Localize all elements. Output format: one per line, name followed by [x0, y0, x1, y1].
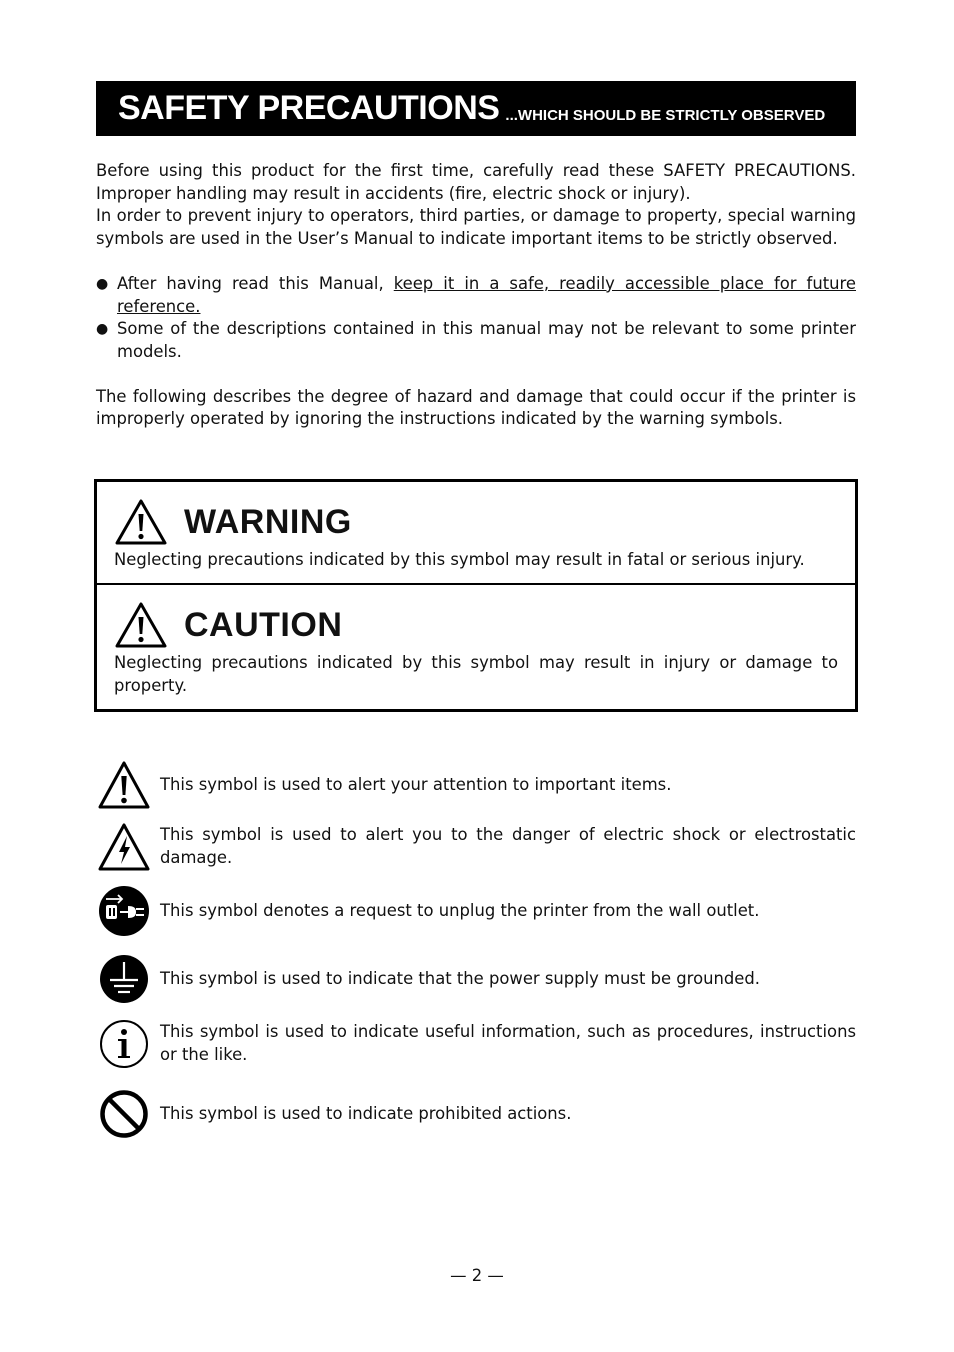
caution-description: Neglecting precautions indicated by this symbol may result in injury or damage to property. — [114, 653, 838, 695]
symbol-row — [96, 884, 856, 938]
warning-title: WARNING — [184, 502, 352, 541]
bullet-item — [96, 318, 856, 363]
symbol-row — [96, 820, 856, 874]
intro-paragraph-2: In order to prevent injury to operators, third parties, or damage to property, special warning symbols are used in the User’s Manual to indicate important items to be strictly observed. — [96, 206, 856, 249]
symbol-description: This symbol is used to indicate prohibited actions. — [160, 1103, 572, 1123]
symbol-description: This symbol denotes a request to unplug the printer from the wall outlet. — [160, 900, 760, 920]
bullet-text-underlined: keep it in a safe, readily accessible place for future reference. — [117, 273, 856, 316]
symbol-description: This symbol is used to alert you to the danger of electric shock or electrostatic damage. — [160, 825, 856, 867]
intro-section — [96, 160, 856, 251]
page-number: — 2 — — [450, 1266, 504, 1285]
caution-section — [97, 583, 855, 709]
bullet-dot-icon: ● — [96, 321, 109, 338]
warning-description: Neglecting precautions indicated by this symbol may result in fatal or serious injury. — [114, 550, 805, 569]
warning-triangle-icon — [114, 498, 168, 546]
warning-triangle-icon — [114, 601, 168, 649]
bullet-text: Some of the descriptions contained in this manual may not be relevant to some printer models. — [117, 319, 856, 361]
page-subtitle: ...WHICH SHOULD BE STRICTLY OBSERVED — [505, 107, 826, 124]
symbol-row — [96, 758, 856, 812]
exclamation-triangle-icon — [97, 760, 151, 810]
warning-section — [97, 482, 855, 583]
ground-icon — [99, 954, 149, 1004]
symbol-description: This symbol is used to indicate useful information, such as procedures, instructions or the like. — [160, 1022, 856, 1064]
bullet-text-prefix: After having read this Manual, — [117, 273, 394, 293]
unplug-icon — [98, 885, 150, 937]
symbol-row — [96, 1016, 856, 1072]
prohibited-icon — [99, 1089, 149, 1139]
symbol-description: This symbol is used to indicate that the power supply must be grounded. — [160, 968, 760, 988]
caution-title: CAUTION — [184, 605, 343, 644]
title-bar — [96, 81, 856, 136]
symbol-row — [96, 952, 856, 1006]
page-title: SAFETY PRECAUTIONS — [118, 89, 500, 127]
hazard-definitions-box — [94, 479, 858, 712]
hazard-degree-paragraph: The following describes the degree of hazard and damage that could occur if the printer is improperly operated by ignoring the instructions indicated by the warning symbols. — [96, 386, 856, 429]
page-content — [96, 81, 856, 1123]
bullet-item — [96, 273, 856, 318]
bullet-dot-icon: ● — [96, 275, 109, 292]
bullet-list — [96, 273, 856, 364]
intro-paragraph-1: Before using this product for the first time, carefully read these SAFETY PRECAUTIONS. Improper handling may result in accidents (fire, electric shock or injury). — [96, 161, 856, 203]
symbol-description: This symbol is used to alert your attention to important items. — [160, 774, 672, 794]
symbol-row — [96, 1088, 856, 1140]
electric-shock-triangle-icon — [97, 822, 151, 872]
information-icon — [99, 1019, 149, 1069]
